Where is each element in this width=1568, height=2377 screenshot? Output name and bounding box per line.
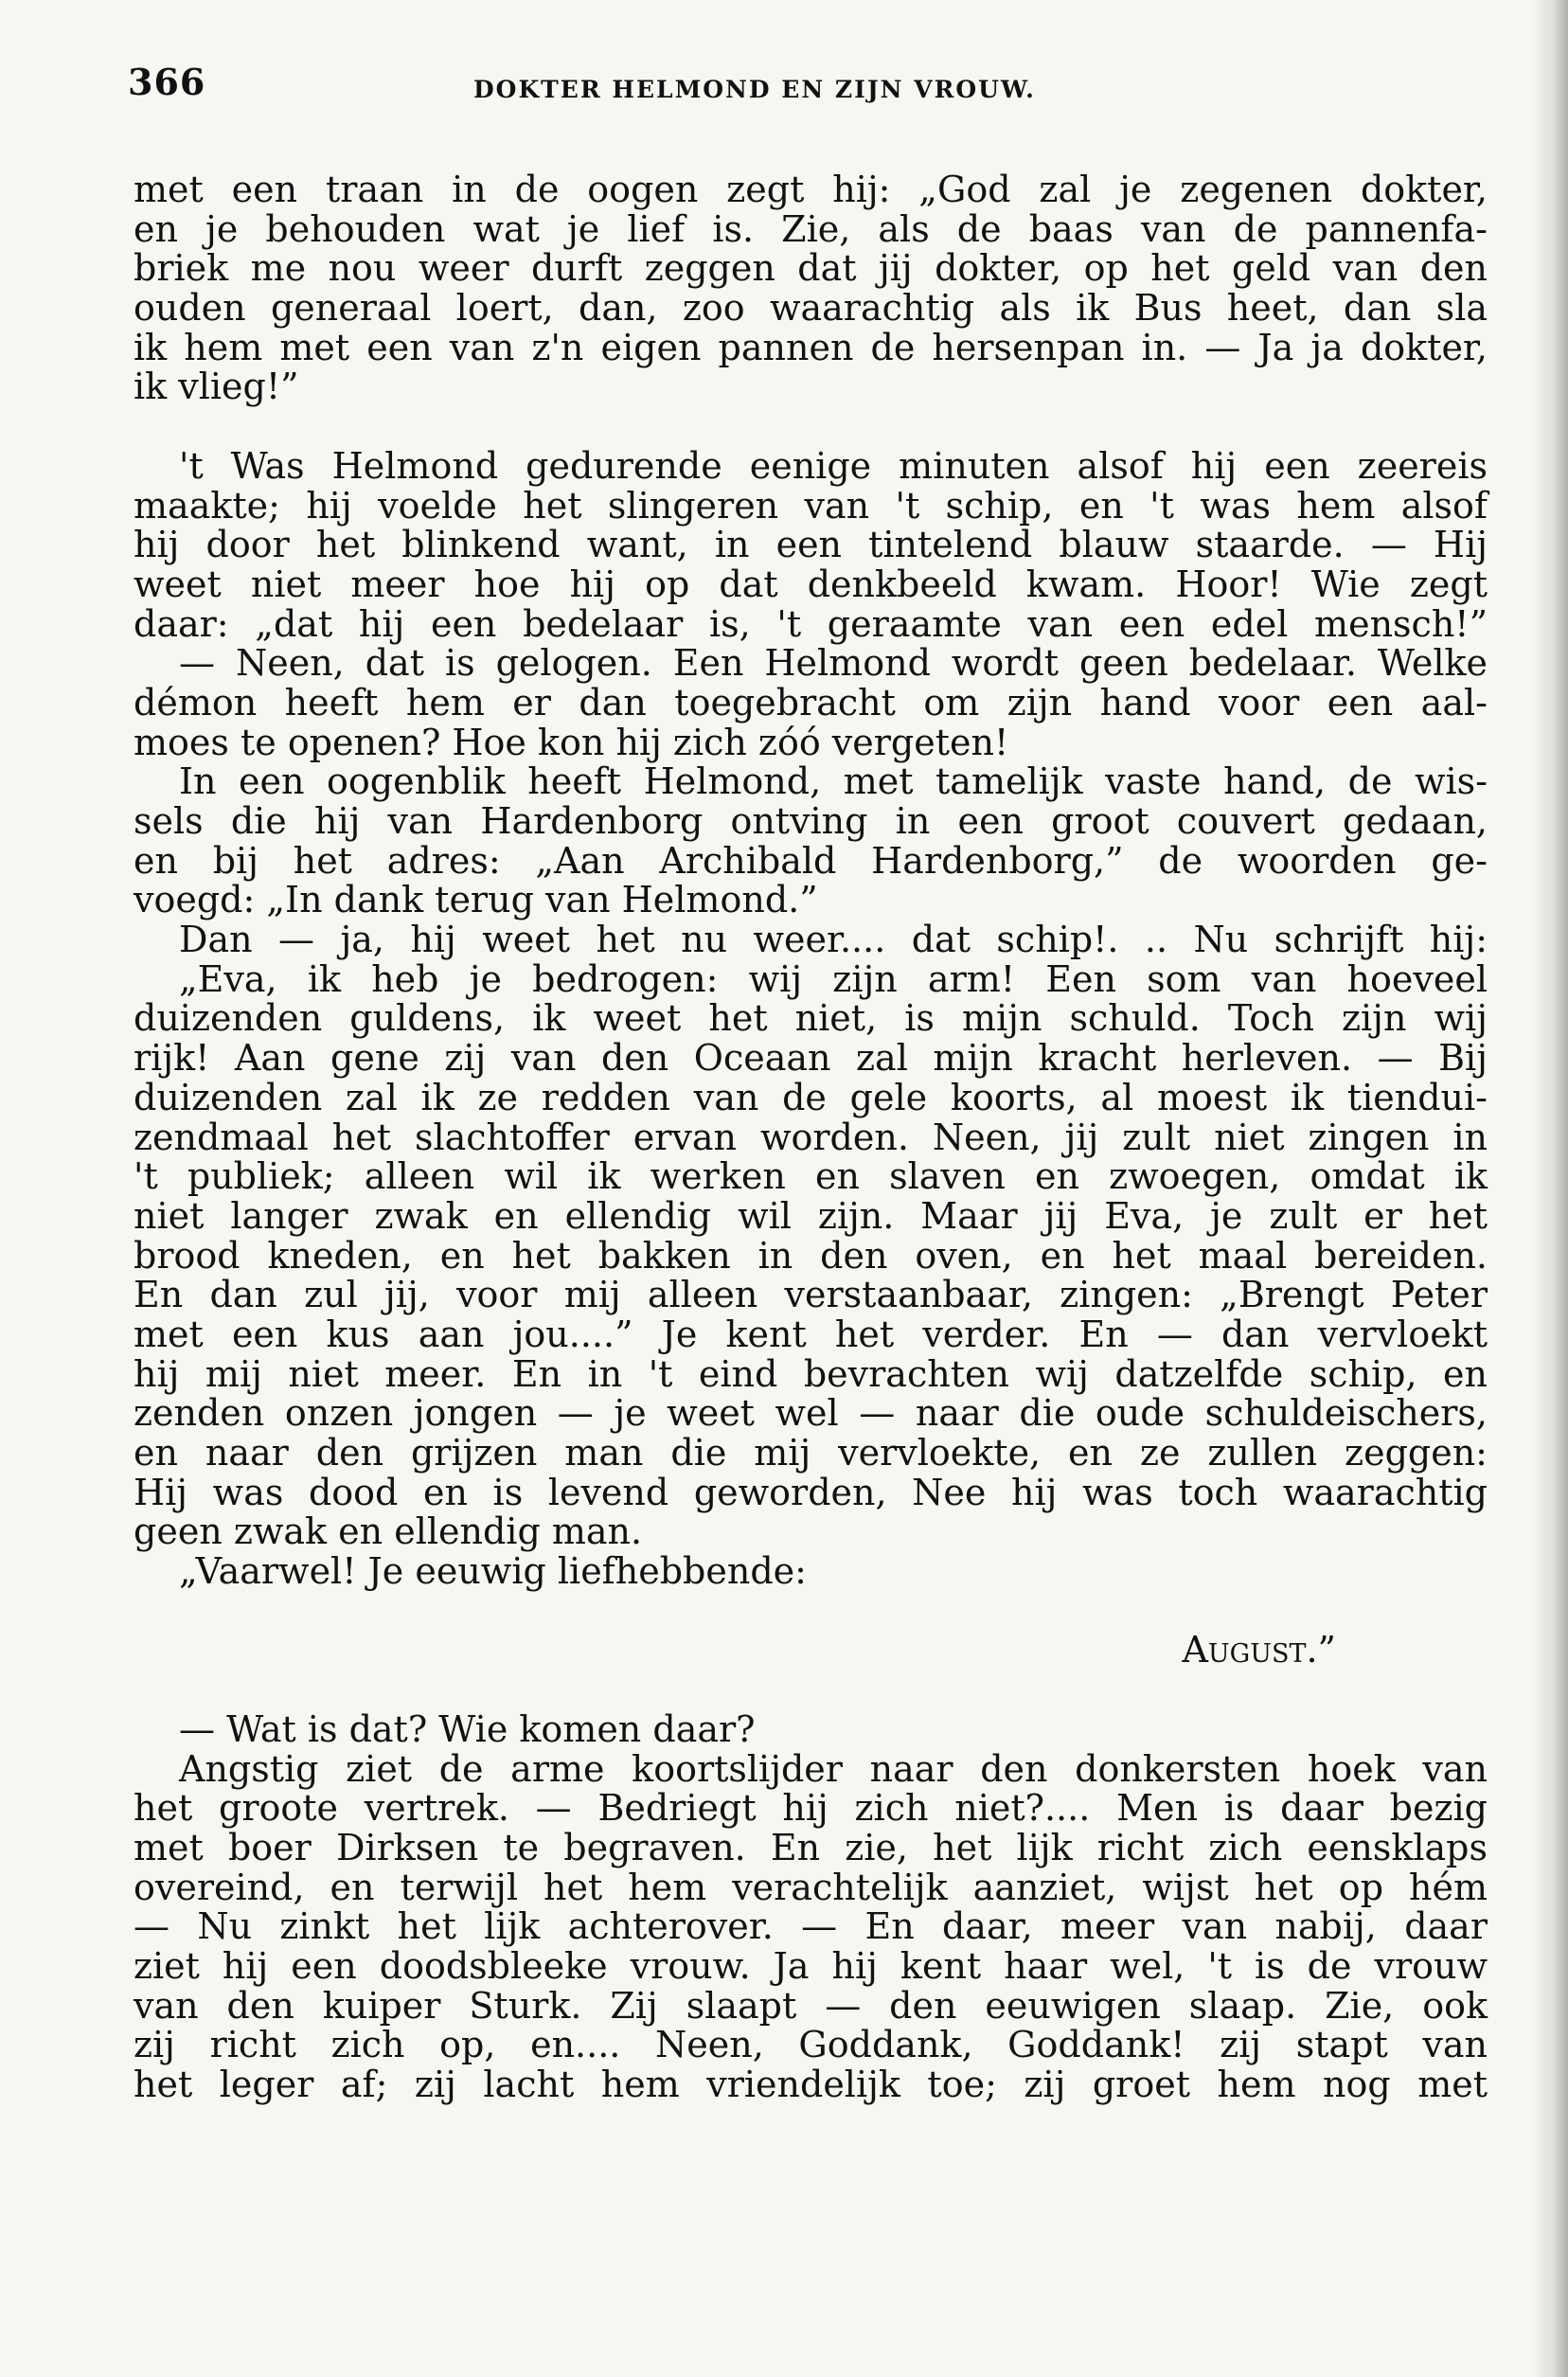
text-line: geen zwak en ellendig man. xyxy=(134,1510,643,1553)
text-line: Hij was dood en is levend geworden, Nee hij was toch waarachtig xyxy=(134,1471,1488,1513)
text-line: Angstig ziet de arme koortslijder naar den donkersten hoek van xyxy=(179,1747,1488,1790)
running-title: DOKTER HELMOND EN ZIJN VROUW. xyxy=(473,76,1036,103)
text-line: moes te openen? Hoe kon hij zich zóó vergeten! xyxy=(134,721,1009,763)
text-line: met een traan in de oogen zegt hij: „God zal je zegenen dokter, xyxy=(134,169,1488,210)
paragraph-gap xyxy=(134,1671,1488,1710)
text-line: duizenden guldens, ik weet het niet, is mijn schuld. Toch zijn wij xyxy=(134,997,1488,1040)
text-line: en naar den grijzen man die mij vervloekte, en ze zullen zeggen: xyxy=(134,1432,1488,1474)
text-line: brood kneden, en het bakken in den oven, en het maal bereiden. xyxy=(134,1234,1488,1277)
text-line: en bij het adres: „Aan Archibald Hardenborg,” de woorden ge- xyxy=(134,839,1488,882)
text-line: démon heeft hem er dan toegebracht om zijn hand voor een aal- xyxy=(134,681,1488,724)
text-line: ouden generaal loert, dan, zoo waarachtig als ik Bus heet, dan sla xyxy=(134,287,1488,330)
text-line: sels die hij van Hardenborg ontving in een groot couvert gedaan, xyxy=(134,800,1488,842)
letter-signature: August.” xyxy=(1182,1629,1336,1671)
text-line: ik hem met een van z'n eigen pannen de hersenpan in. — Ja ja dokter, xyxy=(134,326,1488,368)
text-line: En dan zul jij, voor mij alleen verstaanbaar, zingen: „Brengt Peter xyxy=(134,1274,1488,1316)
body-text xyxy=(134,170,1488,2105)
text-line: 't publiek; alleen wil ik werken en slaven en zwoegen, omdat ik xyxy=(134,1155,1488,1198)
text-line: duizenden zal ik ze redden van de gele koorts, al moest ik tiendui- xyxy=(134,1076,1488,1118)
text-line: overeind, en terwijl het hem verachtelijk aanziet, wijst het op hém xyxy=(134,1866,1488,1908)
text-line: — Nu zinkt het lijk achterover. — En daar, meer van nabij, daar xyxy=(134,1905,1488,1948)
scan-edge-shadow xyxy=(1530,0,1568,2377)
text-line: — Wat is dat? Wie komen daar? xyxy=(179,1707,756,1750)
page-number: 366 xyxy=(128,61,206,103)
paragraph-gap xyxy=(134,407,1488,447)
running-head xyxy=(118,61,1491,117)
text-line: „Vaarwel! Je eeuwig liefhebbende: xyxy=(179,1550,807,1593)
text-line: 't Was Helmond gedurende eenige minuten alsof hij een zeereis xyxy=(179,444,1488,487)
text-line: van den kuiper Sturk. Zij slaapt — den eeuwigen slaap. Zie, ook xyxy=(134,1984,1488,2027)
text-line: niet langer zwak en ellendig wil zijn. Maar jij Eva, je zult er het xyxy=(134,1194,1488,1237)
text-line: hij mij niet meer. En in 't eind bevrachten wij datzelfde schip, en xyxy=(134,1352,1488,1395)
text-line: „Eva, ik heb je bedrogen: wij zijn arm! Een som van hoeveel xyxy=(179,957,1488,1000)
text-line: Dan — ja, hij weet het nu weer.... dat schip!. .. Nu schrijft hij: xyxy=(179,919,1488,961)
text-line: ik vlieg!” xyxy=(134,366,299,408)
text-line: daar: „dat hij een bedelaar is, 't geraamte van een edel mensch!” xyxy=(134,602,1488,645)
text-line: met boer Dirksen te begraven. En zie, het lijk richt zich eensklaps xyxy=(134,1826,1488,1868)
text-line: zenden onzen jongen — je weet wel — naar die oude schuldeischers, xyxy=(134,1392,1488,1435)
text-line: briek me nou weer durft zeggen dat jij dokter, op het geld van den xyxy=(134,247,1488,290)
text-line: In een oogenblik heeft Helmond, met tamelijk vaste hand, de wis- xyxy=(179,760,1488,803)
text-line: het leger af; zij lacht hem vriendelijk toe; zij groet hem nog met xyxy=(134,2064,1488,2105)
text-line: ziet hij een doodsbleeke vrouw. Ja hij kent haar wel, 't is de vrouw xyxy=(134,1944,1488,1987)
text-line: zendmaal het slachtoffer ervan worden. Neen, jij zult niet zingen in xyxy=(134,1116,1488,1158)
text-line: hij door het blinkend want, in een tintelend blauw staarde. — Hij xyxy=(134,524,1488,566)
text-line: weet niet meer hoe hij op dat denkbeeld kwam. Hoor! Wie zegt xyxy=(134,563,1488,605)
text-line: voegd: „In dank terug van Helmond.” xyxy=(134,879,818,921)
text-line: en je behouden wat je lief is. Zie, als de baas van de pannenfa- xyxy=(134,207,1488,250)
text-line: maakte; hij voelde het slingeren van 't schip, en 't was hem alsof xyxy=(134,484,1488,527)
text-line: met een kus aan jou....” Je kent het verder. En — dan vervloekt xyxy=(134,1313,1488,1355)
text-line: zij richt zich op, en.... Neen, Goddank, Goddank! zij stapt van xyxy=(134,2024,1488,2066)
text-line: — Neen, dat is gelogen. Een Helmond wordt geen bedelaar. Welke xyxy=(179,642,1488,685)
text-line: rijk! Aan gene zij van den Oceaan zal mijn kracht herleven. — Bij xyxy=(134,1037,1488,1080)
paragraph-gap xyxy=(134,1592,1488,1632)
text-line: het groote vertrek. — Bedriegt hij zich niet?.... Men is daar bezig xyxy=(134,1787,1488,1830)
